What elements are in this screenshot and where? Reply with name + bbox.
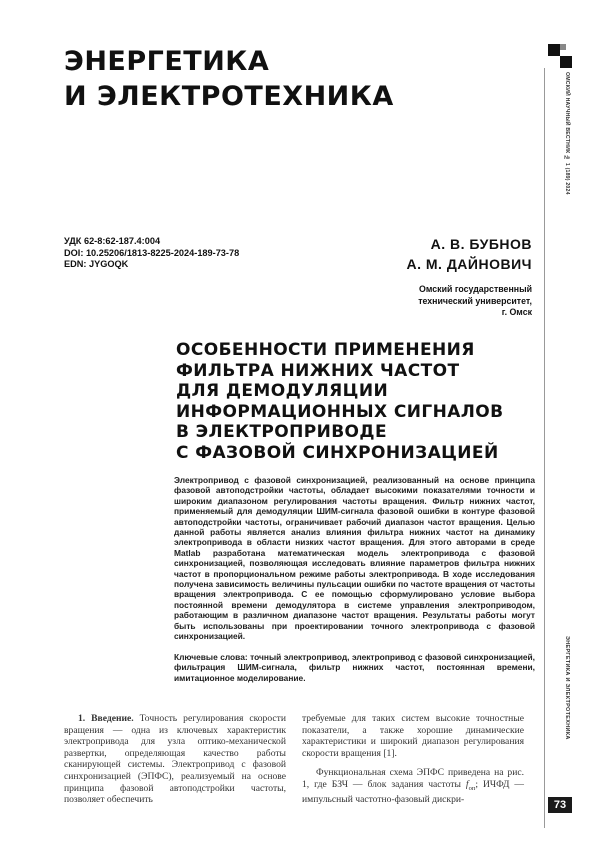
keywords-label: Ключевые слова: — [174, 652, 248, 662]
journal-section-title — [64, 44, 394, 114]
intro-heading: 1. Введение. — [78, 713, 134, 724]
abstract: Электропривод с фазовой синхронизацией, реализованный на основе принципа фазовой автоподстройки частоты, обладает высокими показателями точности и широким диапазоном регулирования частоты вращения. Фильтр нижних частот, применяемый для демодуляции ШИМ-сигнала фазовой ошибки в контуре фазовой автоподстройки частоты, ограничивает рабочий диапазон частот вращения. Целью данной работы является анализ влияния фильтра нижних частот на динамику электропривода в области низких частот вращения. Для этого авторами в среде Matlab разработана математическая модель электропривода с фазовой синхронизацией, позволяющая исследовать влияние параметров фильтра нижних частот в пропорциональном режиме работы электропривода. В ходе исследования получена зависимость величины пульсации ошибки по частоте вращения от частоты вращения электропривода. С ее помощью сформулировано условие выбора постоянной времени демодулятора в системе управления электроприводом, работающим в различном диапазоне частот вращения. Результаты работы могут быть использованы при проектировании точного электропривода с фазовой синхронизацией. — [174, 475, 535, 642]
title-line: ОСОБЕННОСТИ ПРИМЕНЕНИЯ — [176, 340, 475, 360]
journal-corner-logo — [548, 44, 572, 68]
paragraph-text: ; ИЧФД — импульсный частотно-фазовый дискри- — [302, 778, 524, 806]
frequency-symbol: f — [465, 778, 469, 790]
body-paragraph: требуемые для таких систем высокие точностные показатели, а также хорошие динамические характеристики и широкий диапазон регулирования скорости вращения [1]. — [302, 713, 524, 759]
doi: DOI: 10.25206/1813-8225-2024-189-73-78 — [64, 247, 240, 258]
author-name: А. В. БУБНОВ — [430, 236, 532, 252]
paragraph-text: Функциональная схема ЭПФС приведена на рис. 1, где БЗЧ — блок задания частоты — [302, 767, 524, 790]
section-name-vertical: ЭНЕРГЕТИКА И ЭЛЕКТРОТЕХНИКА — [564, 636, 570, 740]
udk-code: УДК 62-8:62-187.4:004 — [64, 236, 161, 246]
affiliation-line: технический университет, — [418, 295, 532, 306]
page-number: 73 — [548, 797, 572, 813]
keywords-text: точный электропривод, электропривод с фазовой синхронизацией, фильтрация ШИМ-сигнала, фильтр нижних частот, постоянная времени, имитационное моделирование. — [174, 652, 536, 683]
author-name: А. М. ДАЙНОВИЧ — [406, 256, 532, 272]
body-column-left — [64, 713, 286, 806]
title-line: ИНФОРМАЦИОННЫХ СИГНАЛОВ — [176, 401, 504, 422]
intro-text: Точность регулирования скорости вращения — одна из ключевых характеристик электропривода для узла оптико-механической развертки, определяющая качество работы сканирующей системы. Электропривод с фазовой синхронизацией (ЭПФС), реализуемый на основе принципа фазовой автоподстройки частоты, позволяет обеспечить — [64, 713, 286, 806]
author-affiliation — [418, 284, 532, 319]
margin-divider — [544, 68, 545, 828]
section-title-line-2: И ЭЛЕКТРОТЕХНИКА — [64, 81, 394, 112]
article-identifiers — [64, 236, 239, 271]
frequency-subscript: оп — [468, 784, 476, 792]
intro-paragraph — [64, 713, 286, 806]
body-column-right — [302, 713, 524, 806]
title-line: В ЭЛЕКТРОПРИВОДЕ — [176, 422, 387, 442]
journal-reference-vertical: ОМСКИЙ НАУЧНЫЙ ВЕСТНИК № 1 (189) 2024 — [564, 72, 570, 195]
title-line: ФИЛЬТРА НИЖНИХ ЧАСТОТ — [176, 360, 460, 381]
keywords — [174, 652, 535, 683]
affiliation-line: Омский государственный — [419, 284, 532, 294]
title-line: ДЛЯ ДЕМОДУЛЯЦИИ — [176, 381, 389, 401]
title-line: С ФАЗОВОЙ СИНХРОНИЗАЦИЕЙ — [176, 442, 499, 463]
author-list — [407, 234, 533, 274]
article-title — [176, 340, 504, 463]
section-title-line-1: ЭНЕРГЕТИКА — [64, 46, 270, 77]
edn: EDN: JYGOQK — [64, 259, 129, 269]
affiliation-line: г. Омск — [501, 307, 532, 317]
body-paragraph — [302, 767, 524, 806]
